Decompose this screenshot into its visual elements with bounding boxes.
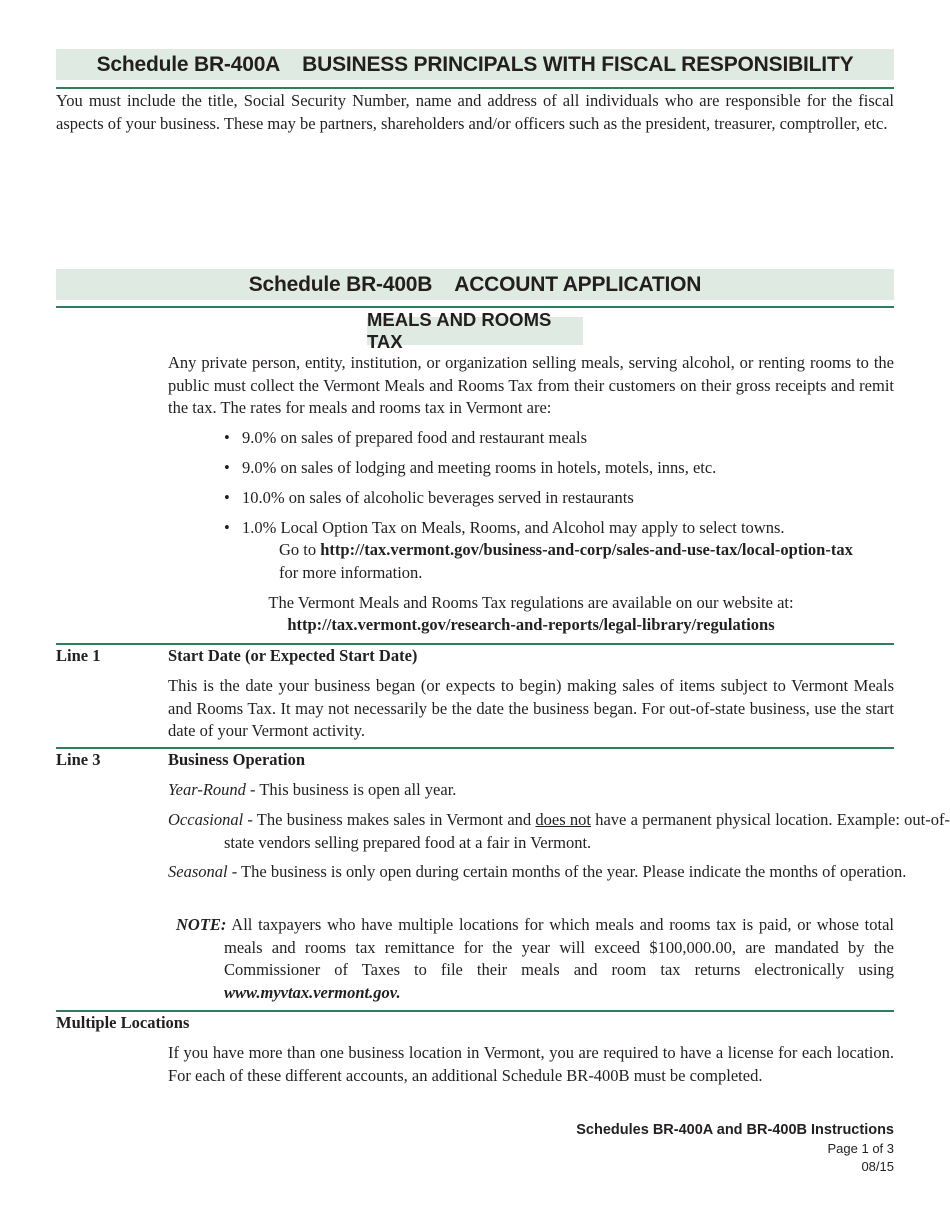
schedule-b-code: Schedule BR-400B [248,272,433,296]
year-round-entry: Year-Round - This business is open all year. [168,780,457,799]
note-entry: NOTE: All taxpayers who have multiple locations for which meals and rooms tax is paid, or whose total meals and rooms tax remittance for the year will exceed $100,000.00, are mandated by the Commissioner of Taxes to file their meals and room tax returns electronically using www.myvtax.vermont.gov. [176,915,894,1002]
local-option-link[interactable]: http://tax.vermont.gov/business-and-corp/sales-and-use-tax/local-option-tax [320,540,853,559]
footer-title: Schedules BR-400A and BR-400B Instructions [576,1122,894,1138]
footer-date: 08/15 [861,1159,894,1174]
schedule-a-intro: You must include the title, Social Security Number, name and address of all individuals who are responsible for the fiscal aspects of your business. These may be partners, shareholders and/or officers such as the president, treasurer, comptroller, etc. [56,91,894,133]
multiple-locations-body: If you have more than one business location in Vermont, you are required to have a license for each location. For each of these different accounts, an additional Schedule BR-400B must be completed. [168,1043,894,1085]
list-item: • 10.0% on sales of alcoholic beverages served in restaurants [224,488,634,507]
myvtax-link[interactable]: www.myvtax.vermont.gov. [224,982,401,1002]
schedule-b-title: ACCOUNT APPLICATION [454,272,702,296]
line3-heading: Business Operation [168,750,306,769]
list-item: • 1.0% Local Option Tax on Meals, Rooms, and Alcohol may apply to select towns. [224,518,785,537]
divider [56,306,894,308]
seasonal-entry: Seasonal - The business is only open during certain months of the year. Please indicate the months of operation. [168,862,907,881]
schedule-b-intro: Any private person, entity, institution, or organization selling meals, serving alcohol, or renting rooms to the public must collect the Vermont Meals and Rooms Tax from their customers on their gross receipts and remit the tax. The rates for meals and rooms tax in Vermont are: [168,353,894,417]
schedule-a-code: Schedule BR-400A [96,52,281,76]
line3-label: Line 3 [56,750,101,769]
occasional-entry: Occasional - The business makes sales in Vermont and does not have a permanent physical location. Example: out-of-state vendors selling prepared food at a fair in Vermont. [168,810,950,852]
local-option-note: Go to http://tax.vermont.gov/business-and-corp/sales-and-use-tax/local-option-tax for more information. [279,540,853,582]
meals-rooms-subtitle: MEALS AND ROOMS TAX [367,317,583,345]
list-item: • 9.0% on sales of lodging and meeting rooms in hotels, motels, inns, etc. [224,458,717,477]
schedule-b-header [56,269,894,300]
line1-body: This is the date your business began (or expects to begin) making sales of items subject to Vermont Meals and Rooms Tax. It may not necessarily be the date the business began. For out-of-state business, use the start date of your Vermont activity. [168,676,894,740]
schedule-a-title: BUSINESS PRINCIPALS WITH FISCAL RESPONSIBILITY [302,52,854,76]
regulations-text: The Vermont Meals and Rooms Tax regulations are available on our website at: [268,593,794,612]
schedule-a-header [56,49,894,80]
list-item: • 9.0% on sales of prepared food and restaurant meals [224,428,588,447]
line1-label: Line 1 [56,646,101,665]
multiple-locations-label: Multiple Locations [56,1013,190,1032]
regulations-link[interactable]: http://tax.vermont.gov/research-and-reports/legal-library/regulations [287,615,775,634]
line1-heading: Start Date (or Expected Start Date) [168,646,418,665]
footer-page: Page 1 of 3 [827,1141,894,1156]
divider [56,87,894,89]
